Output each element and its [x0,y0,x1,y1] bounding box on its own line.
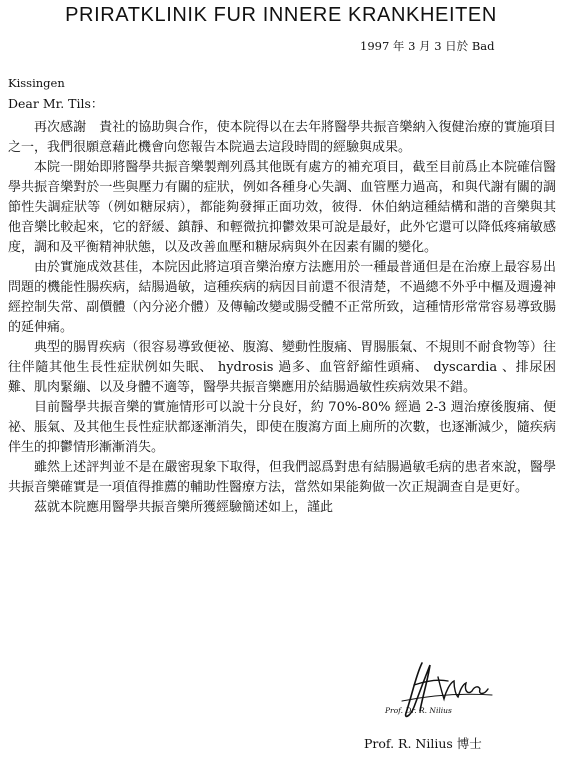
body-paragraph: 由於實施成效甚佳，本院因此將這項音樂治療方法應用於一種最普通但是在治療上最容易出問題的機能性腸疾病，結腸過敏，這種疾病的病因目前還不很清楚，不過總不外乎中樞及週邊神經控制失常、副價體（內分泌介體）及傳輸改變或腸受體不正常所致，這種情形常常容易導致腸的延伸痛。 [8,260,556,335]
place-line: Kissingen [8,76,65,90]
signature-caption: Prof. Dr. R. Nilius [385,706,452,715]
letterhead-title: PRIRATKLINIK FUR INNERE KRANKHEITEN [65,4,497,26]
date-line: 1997 年 3 月 3 日於 Bad [360,39,495,53]
body-paragraph: 雖然上述評判並不是在嚴密現象下取得，但我們認爲對患有結腸過敏毛病的患者來說，醫學共振音樂確實是一項值得推薦的輔助性醫療方法，當然如果能夠做一次正規調查自是更好。 [8,460,556,495]
salutation: Dear Mr. Tils： [8,96,104,111]
body-paragraph: 本院一開始即將醫學共振音樂製劑列爲其他既有處方的補充項目，截至目前爲止本院確信醫學共振音樂對於一些與壓力有關的症狀，例如各種身心失調、血管壓力過高，和與代謝有關的調節性失調症狀等（例如糖尿病），都能夠發揮正面功效，彼得．休伯納這種結構和諧的音樂與其他音樂比較起來，它的舒緩、鎮靜、和輕微抗抑鬱效果可說是最好，此外它還可以降低疼痛敏感度，調和及平衡精神狀態，以及改善血壓和糖尿病與外在因素有關的變化。 [8,160,556,255]
body-paragraph: 目前醫學共振音樂的實施情形可以說十分良好，約 70%-80% 經過 2-3 週治療後腹痛、便祕、脹氣、及其他生長性症狀都逐漸消失，即使在腹瀉方面上廁所的次數，也逐漸減少，隨疾病伴生的抑鬱情形漸漸消失。 [8,400,556,455]
signer-name: Prof. R. Nilius 博士 [364,736,482,751]
body-paragraph: 再次感謝 貴社的協助與合作，使本院得以在去年將醫學共振音樂納入復健治療的實施項目之一，我們很願意藉此機會向您報告本院過去這段時間的經驗與成果。 [8,120,556,155]
body-paragraph: 典型的腸胃疾病（很容易導致便祕、腹瀉、變動性腹痛、胃腸脹氣、不規則不耐食物等）往往伴隨其他生長性症狀例如失眠、 hydrosis 過多、血管舒縮性頭痛、 dyscardia 、排尿困難、肌肉緊繃、以及身體不適等，醫學共振音樂應用於結腸過敏性疾病效果不錯。 [8,340,556,395]
letter-body [8,118,556,518]
body-paragraph: 茲就本院應用醫學共振音樂所獲經驗簡述如上，謹此 [34,500,334,515]
